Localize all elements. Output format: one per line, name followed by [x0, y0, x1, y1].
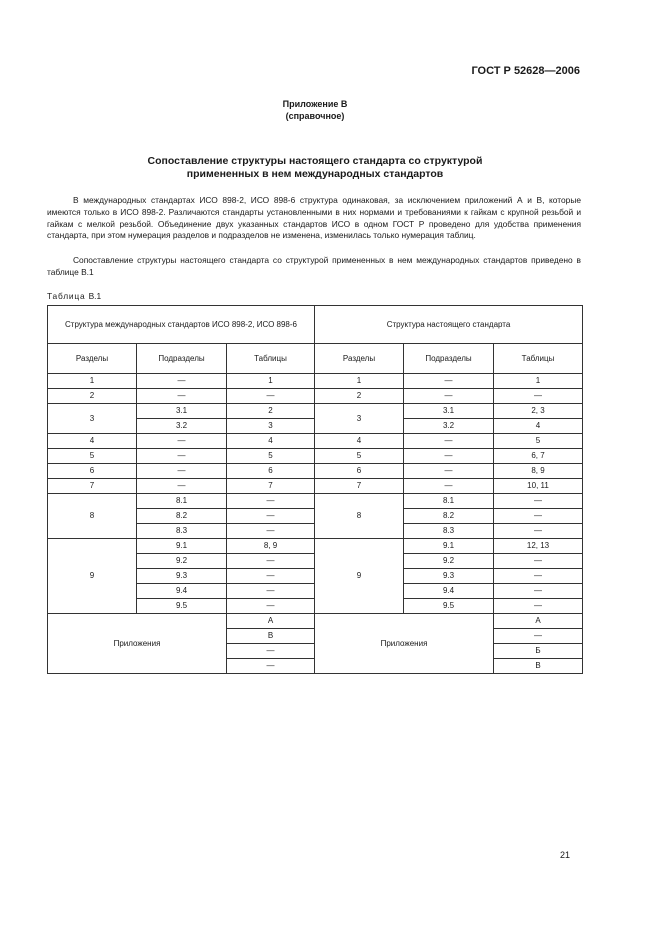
column-header: Подразделы: [137, 344, 227, 374]
table-group-header-row: [48, 306, 583, 344]
table-cell: 8.3: [137, 524, 227, 539]
table-cell: 6: [48, 464, 137, 479]
table-cell: —: [227, 554, 315, 569]
table-cell: 8.1: [137, 494, 227, 509]
table-cell: 8.2: [137, 509, 227, 524]
table-cell: —: [137, 389, 227, 404]
table-row: [48, 389, 583, 404]
appendix-value-cell: —: [494, 629, 583, 644]
table-cell: —: [494, 524, 583, 539]
table-cell: 8, 9: [494, 464, 583, 479]
table-appendix-row: [48, 614, 583, 629]
table-cell: 2: [315, 389, 404, 404]
table-cell: 5: [315, 449, 404, 464]
table-cell: —: [227, 494, 315, 509]
table-cell: 8.3: [404, 524, 494, 539]
table-cell: —: [137, 374, 227, 389]
table-cell: —: [137, 449, 227, 464]
column-header: Разделы: [315, 344, 404, 374]
appendix-value-cell: В: [494, 659, 583, 674]
section-heading: [100, 155, 530, 181]
column-header: Таблицы: [227, 344, 315, 374]
table-row: [48, 494, 583, 509]
table-cell: —: [137, 434, 227, 449]
group-header-left: Структура международных стандартов ИСО 898-2, ИСО 898-6: [48, 306, 315, 344]
appendix-label: Приложение В: [282, 99, 348, 109]
table-cell: 2: [48, 389, 137, 404]
group-header-right: Структура настоящего стандарта: [315, 306, 583, 344]
table-cell: 3: [48, 404, 137, 434]
table-cell: —: [227, 584, 315, 599]
table-row: [48, 479, 583, 494]
table-cell: —: [494, 569, 583, 584]
table-cell: 8.1: [404, 494, 494, 509]
appendix-value-cell: Б: [494, 644, 583, 659]
section-heading-line-2: примененных в нем международных стандартов: [186, 168, 444, 180]
column-header: Таблицы: [494, 344, 583, 374]
column-header: Подразделы: [404, 344, 494, 374]
table-cell: —: [494, 584, 583, 599]
table-cell: 10, 11: [494, 479, 583, 494]
table-cell: 1: [48, 374, 137, 389]
table-cell: —: [404, 389, 494, 404]
table-cell: 8: [315, 494, 404, 539]
table-cell: 3: [315, 404, 404, 434]
table-cell: 6, 7: [494, 449, 583, 464]
table-cell: 1: [494, 374, 583, 389]
appendix-title: [200, 98, 430, 122]
section-heading-line-1: Сопоставление структуры настоящего стандарта со структурой: [147, 155, 483, 167]
table-caption: [47, 291, 101, 301]
appendix-value-cell: —: [227, 659, 315, 674]
table-cell: 9.1: [137, 539, 227, 554]
table-cell: 3.1: [404, 404, 494, 419]
table-cell: 8.2: [404, 509, 494, 524]
appendix-value-cell: —: [227, 644, 315, 659]
table-cell: 4: [227, 434, 315, 449]
table-cell: —: [494, 554, 583, 569]
appendix-label-cell: Приложения: [48, 614, 227, 674]
column-header: Разделы: [48, 344, 137, 374]
table-cell: 9: [48, 539, 137, 614]
paragraph-1: [47, 195, 581, 242]
table-row: [48, 449, 583, 464]
appendix-value-cell: А: [494, 614, 583, 629]
document-id: ГОСТ Р 52628—2006: [471, 65, 580, 77]
table-cell: 9.2: [404, 554, 494, 569]
table-row: [48, 434, 583, 449]
table-cell: 5: [227, 449, 315, 464]
page-number: 21: [560, 850, 571, 860]
table-row: [48, 464, 583, 479]
table-cell: 4: [48, 434, 137, 449]
table-cell: 7: [315, 479, 404, 494]
table-cell: 9.4: [404, 584, 494, 599]
table-cell: 9.3: [137, 569, 227, 584]
appendix-type: (справочное): [285, 111, 345, 121]
table-cell: 9: [315, 539, 404, 614]
table-cell: —: [137, 479, 227, 494]
table-cell: —: [227, 524, 315, 539]
table-cell: 9.1: [404, 539, 494, 554]
table-cell: 8, 9: [227, 539, 315, 554]
table-caption-prefix: Таблица: [47, 291, 86, 301]
table-cell: —: [227, 569, 315, 584]
table-cell: 5: [48, 449, 137, 464]
table-cell: 9.4: [137, 584, 227, 599]
table-cell: —: [494, 509, 583, 524]
paragraph-2: [47, 255, 581, 279]
table-cell: 4: [494, 419, 583, 434]
table-cell: —: [137, 464, 227, 479]
table-cell: 7: [48, 479, 137, 494]
table-column-header-row: [48, 344, 583, 374]
paragraph-1-text: В международных стандартах ИСО 898-2, ИСО 898-6 структура одинаковая, за исключением приложений А и В, которые имеются только в ИСО 898-2. Различаются стандарты установленными в них нормами и требованиями к гайкам с крупной резьбой и гайкам с мелкой резьбой. Объединение двух указанных стандартов ИСО в одном ГОСТ Р проведено для удобства применения стандарта, при этом нумерация разделов и подразделов не изменена, изменилась только нумерация таблиц.: [47, 195, 581, 241]
table-row: [48, 374, 583, 389]
table-cell: 9.5: [404, 599, 494, 614]
table-cell: —: [494, 494, 583, 509]
table-cell: —: [404, 374, 494, 389]
table-cell: 8: [48, 494, 137, 539]
table-cell: 3.1: [137, 404, 227, 419]
table-cell: 1: [315, 374, 404, 389]
table-cell: 5: [494, 434, 583, 449]
table-cell: 2, 3: [494, 404, 583, 419]
table-cell: —: [227, 599, 315, 614]
appendix-label-cell: Приложения: [315, 614, 494, 674]
table-cell: —: [227, 509, 315, 524]
table-cell: 9.2: [137, 554, 227, 569]
table-cell: 12, 13: [494, 539, 583, 554]
table-cell: 3.2: [137, 419, 227, 434]
comparison-table: [47, 305, 583, 674]
table-caption-number: В.1: [88, 291, 102, 301]
paragraph-2-text: Сопоставление структуры настоящего стандарта со структурой примененных в нем международных стандартов приведено в таблице В.1: [47, 255, 581, 277]
table-cell: —: [404, 449, 494, 464]
table-cell: 2: [227, 404, 315, 419]
table-cell: 7: [227, 479, 315, 494]
table-cell: 6: [227, 464, 315, 479]
table-cell: —: [404, 464, 494, 479]
table-cell: 9.5: [137, 599, 227, 614]
table-cell: 3: [227, 419, 315, 434]
table-cell: —: [494, 599, 583, 614]
table-cell: 3.2: [404, 419, 494, 434]
table-cell: —: [494, 389, 583, 404]
table-cell: 6: [315, 464, 404, 479]
table-cell: —: [227, 389, 315, 404]
appendix-value-cell: А: [227, 614, 315, 629]
table-cell: —: [404, 434, 494, 449]
appendix-value-cell: В: [227, 629, 315, 644]
table-row: [48, 404, 583, 419]
table-cell: 4: [315, 434, 404, 449]
table-cell: 1: [227, 374, 315, 389]
table-row: [48, 539, 583, 554]
table-cell: 9.3: [404, 569, 494, 584]
table-cell: —: [404, 479, 494, 494]
